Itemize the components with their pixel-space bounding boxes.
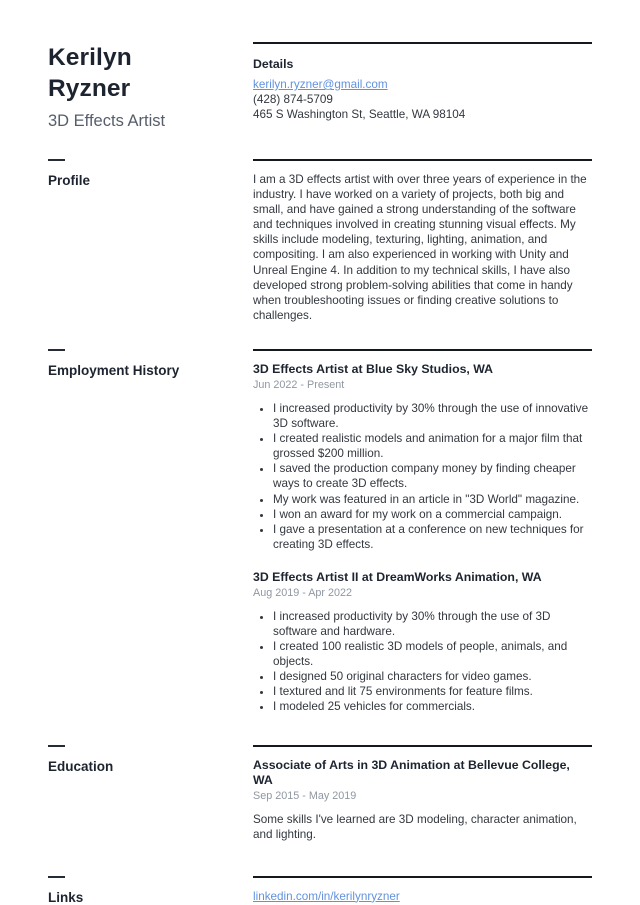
links-label: Links <box>48 889 84 905</box>
details-block <box>253 42 592 122</box>
address-line: 465 S Washington St, Seattle, WA 98104 <box>253 108 466 121</box>
resume-header <box>48 42 592 131</box>
job-bullet: • I gave a presentation at a conference on new techniques for creating 3D effects. <box>272 522 592 552</box>
candidate-job-title: 3D Effects Artist <box>48 112 166 130</box>
links-section <box>48 876 592 905</box>
links-dash <box>48 876 65 878</box>
education-section-left <box>48 745 253 774</box>
profile-section-right <box>253 159 592 323</box>
employment-section-left <box>48 349 253 378</box>
job-bullet: • I modeled 25 vehicles for commercials. <box>272 699 592 714</box>
profile-dash <box>48 159 65 161</box>
job-dates: Jun 2022 - Present <box>253 378 345 391</box>
job-bullet: • My work was featured in an article in "3D World" magazine. <box>272 492 592 507</box>
linkedin-link[interactable]: linkedin.com/in/kerilynryzner <box>253 889 400 903</box>
candidate-name: Kerilyn Ryzner <box>48 44 132 102</box>
profile-text: I am a 3D effects artist with over three years of experience in the industry. I have worked on a variety of projects, both big and small, and have gained a strong understanding of the software and techniques involved in creating stunning visual effects. My skills include modeling, texturing, lighting, animation, and compositing. I am also experienced in working with Unity and Unreal Engine 4. In addition to my technical skills, I have also developed strong problem-solving abilities that come in handy when troubleshooting issues or finding creative solutions to challenges. <box>253 173 587 322</box>
job-title-line: 3D Effects Artist at Blue Sky Studios, WA <box>253 361 494 376</box>
education-dash <box>48 745 65 747</box>
education-description: Some skills I've learned are 3D modeling, character animation, and lighting. <box>253 812 577 841</box>
job-bullet: • I increased productivity by 30% through the use of innovative 3D software. <box>272 401 592 431</box>
job-bullet: • I created 100 realistic 3D models of people, animals, and objects. <box>272 639 592 669</box>
education-label: Education <box>48 758 114 774</box>
job-bullet: • I saved the production company money by finding cheaper ways to create 3D effects. <box>272 461 592 491</box>
profile-label: Profile <box>48 173 91 188</box>
linkedin-line <box>253 889 592 904</box>
job-bullet-list <box>253 401 592 552</box>
education-degree: Associate of Arts in 3D Animation at Bellevue College, WA <box>253 757 570 787</box>
email-link[interactable]: kerilyn.ryzner@gmail.com <box>253 78 388 91</box>
employment-label: Employment History <box>48 362 180 378</box>
job-title-line: 3D Effects Artist II at DreamWorks Animation, WA <box>253 569 542 584</box>
education-entry <box>253 758 592 842</box>
job-bullet: • I won an award for my work on a commercial campaign. <box>272 507 592 522</box>
education-dates: Sep 2015 - May 2019 <box>253 789 357 802</box>
employment-section <box>48 349 592 715</box>
profile-section-left <box>48 159 253 188</box>
links-section-left <box>48 876 253 905</box>
job-bullet: • I created realistic models and animation for a major film that grossed $200 million. <box>272 431 592 461</box>
job-bullet: • I increased productivity by 30% through the use of 3D software and hardware. <box>272 609 592 639</box>
phone-line: (428) 874-5709 <box>253 93 333 106</box>
job-bullet: • I textured and lit 75 environments for feature films. <box>272 684 592 699</box>
education-section <box>48 745 592 842</box>
email-line <box>253 77 592 92</box>
job-bullet-list <box>253 609 592 715</box>
job-entry <box>253 570 592 715</box>
education-section-right <box>253 745 592 842</box>
employment-dash <box>48 349 65 351</box>
employment-section-right <box>253 349 592 715</box>
job-bullet: • I designed 50 original characters for video games. <box>272 669 592 684</box>
job-entry <box>253 362 592 552</box>
links-section-right <box>253 876 592 904</box>
header-left <box>48 42 253 131</box>
details-heading: Details <box>253 57 294 71</box>
job-dates: Aug 2019 - Apr 2022 <box>253 586 353 599</box>
profile-section <box>48 159 592 323</box>
